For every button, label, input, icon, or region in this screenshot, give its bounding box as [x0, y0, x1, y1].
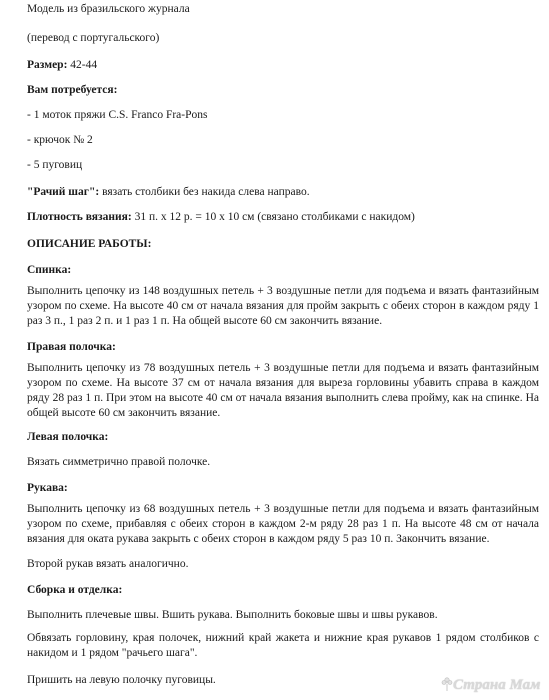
sleeves-text: Выполнить цепочку из 68 воздушных петель + 3 воздушные петли для подъема и вязать фантазийным узором по схеме, прибавляя с обеих сторон в каждом 2-м ряду 28 раз 1 п. На высоте 48 см от начала вязания для оката рукава закрыть с обеих сторон в каждом ряду 5 раз 10 п. Закончить вязание.: [27, 503, 539, 545]
assembly-p1: Выполнить плечевые швы. Вшить рукава. Выполнить боковые швы и швы рукавов.: [27, 609, 438, 621]
right-front-heading: Правая полочка:: [27, 341, 116, 353]
size-value: 42-44: [67, 59, 98, 71]
right-front-text: Выполнить цепочку из 78 воздушных петель + 3 воздушные петли для подъема и вязать фантазийным узором по схеме. На высоте 37 см от начала вязания для выреза горловины убавить справа в каждом ряду 28 раз 1 п. При этом на высоте 40 см от начала вязания выполнить слева пройму, как на спинке. На общей высоте 60 см закончить вязание.: [27, 362, 539, 419]
sleeves-heading: Рукава:: [27, 482, 68, 494]
left-front-text: Вязать симметрично правой полочке.: [27, 456, 211, 468]
density-line: [27, 210, 415, 224]
density-text: 31 п. х 12 р. = 10 х 10 см (связано столбиками с накидом): [131, 211, 415, 223]
intro-line-1: Модель из бразильского журнала: [27, 3, 190, 15]
crab-stitch-text: вязать столбики без накида слева направо.: [99, 186, 310, 198]
flower-icon: [441, 676, 453, 692]
assembly-heading: Сборка и отделка:: [27, 584, 123, 596]
materials-item-hook: - крючок № 2: [27, 134, 93, 146]
assembly-p2: Обвязать горловину, края полочек, нижний край жакета и нижние края рукавов 1 рядом столбиков с накидом и 1 рядом "рачьего шага".: [27, 632, 539, 659]
size-line: [27, 58, 97, 72]
site-watermark: [441, 674, 547, 696]
back-heading: Спинка:: [27, 264, 72, 276]
back-text: Выполнить цепочку из 148 воздушных петель + 3 воздушные петли для подъема и вязать фантазийным узором по схеме. На высоте 40 см от начала вязания для пройм закрыть с обеих сторон в каждом ряду 1 раз 3 п., 1 раз 2 п. и 1 раз 1 п. На общей высоте 60 см закончить вязание.: [27, 285, 539, 327]
materials-item-yarn: - 1 моток пряжи C.S. Franco Fra-Pons: [27, 109, 208, 121]
description-heading: ОПИСАНИЕ РАБОТЫ:: [27, 238, 152, 250]
materials-heading: Вам потребуется:: [27, 84, 118, 96]
density-label: Плотность вязания:: [27, 211, 132, 223]
crab-stitch-label: "Рачий шаг":: [27, 186, 100, 198]
crab-stitch-line: [27, 185, 310, 199]
assembly-p3: Пришить на левую полочку пуговицы.: [27, 674, 216, 686]
left-front-heading: Левая полочка:: [27, 431, 109, 443]
intro-line-2: (перевод с португальского): [27, 32, 160, 44]
materials-item-buttons: - 5 пуговиц: [27, 159, 83, 171]
size-label: Размер:: [27, 59, 68, 71]
sleeves-second: Второй рукав вязать аналогично.: [27, 558, 189, 570]
watermark-text: Страна Мам: [453, 677, 541, 693]
